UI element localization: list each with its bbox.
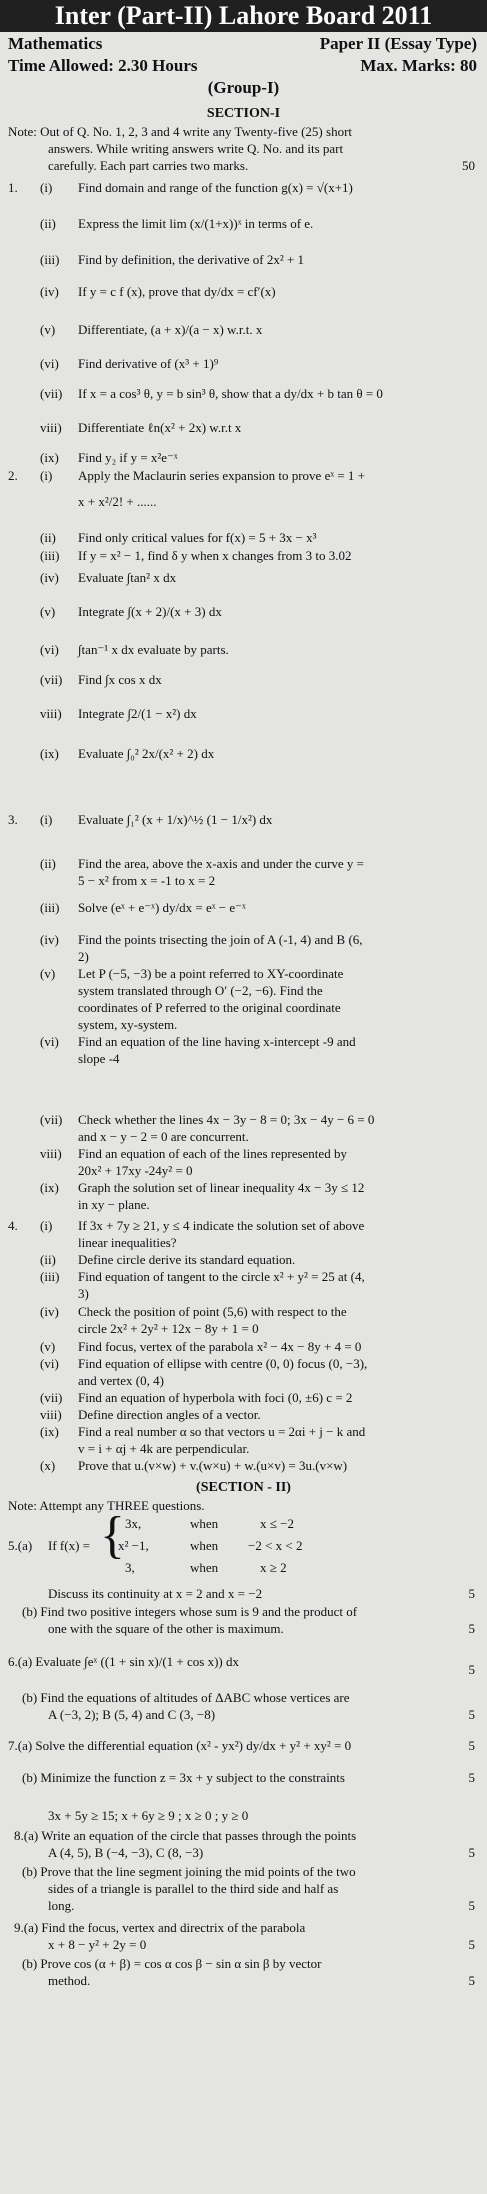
question-part-text: Find equation of ellipse with centre (0, 0) focus (0, −3), <box>78 1356 368 1371</box>
question-part-label: (ix) <box>40 1180 59 1195</box>
question-part-label: (iii) <box>40 900 60 915</box>
paper-title: Inter (Part-II) Lahore Board 2011 <box>0 0 487 32</box>
question-part-text: Graph the solution set of linear inequality 4x − 3y ≤ 12 <box>78 1180 365 1195</box>
question-part-text: Evaluate ∫tan² x dx <box>78 570 177 585</box>
question-part-text: Find an equation of the line having x-intercept -9 and <box>78 1034 356 1049</box>
marks: 5 <box>468 1621 475 1636</box>
question-text: (b) Prove that the line segment joining the mid points of the two <box>22 1864 356 1879</box>
section-2-note: Note: Attempt any THREE questions. <box>8 1498 205 1513</box>
question-part-text: Find domain and range of the function g(x) = √(x+1) <box>78 180 353 195</box>
case-expression: 3, <box>125 1560 135 1575</box>
question-part-label: (iv) <box>40 570 59 585</box>
question-part-text: Find only critical values for f(x) = 5 + 3x − x³ <box>78 530 317 545</box>
marks: 5 <box>468 1707 475 1722</box>
question-part-label: (x) <box>40 1458 56 1473</box>
question-part-text: Differentiate ℓn(x² + 2x) w.r.t x <box>78 420 242 435</box>
question-part-text: Define circle derive its standard equation. <box>78 1252 296 1267</box>
question-part-text: 3) <box>78 1286 89 1301</box>
question-text: Discuss its continuity at x = 2 and x = −2 <box>48 1586 263 1601</box>
question-part-text: Find y₂ if y = x²e⁻ˣ <box>78 450 178 465</box>
question-part-label: (ix) <box>40 450 59 465</box>
question-part-text: Check the position of point (5,6) with respect to the <box>78 1304 347 1319</box>
marks: 5 <box>468 1662 475 1677</box>
question-part-text: slope -4 <box>78 1051 120 1066</box>
question-part-text: system, xy-system. <box>78 1017 178 1032</box>
question-part-text: 2) <box>78 949 89 964</box>
case-condition: x ≤ −2 <box>260 1516 294 1531</box>
question-text: (b) Find two positive integers whose sum is 9 and the product of <box>22 1604 358 1619</box>
question-text: 8.(a) Write an equation of the circle that passes through the points <box>14 1828 357 1843</box>
question-part-text: Find derivative of (x³ + 1)⁹ <box>78 356 219 371</box>
question-text: (b) Find the equations of altitudes of ΔABC whose vertices are <box>22 1690 350 1705</box>
case-condition: x ≥ 2 <box>260 1560 287 1575</box>
question-text: 9.(a) Find the focus, vertex and directrix of the parabola <box>14 1920 306 1935</box>
question-part-text: Let P (−5, −3) be a point referred to XY-coordinate <box>78 966 344 981</box>
question-part-text: Prove that u.(v×w) + v.(w×u) + w.(u×v) = 3u.(v×w) <box>78 1458 348 1473</box>
question-part-label: (v) <box>40 322 56 337</box>
question-text: (b) Minimize the function z = 3x + y subject to the constraints <box>22 1770 345 1785</box>
question-part-label: (vii) <box>40 672 63 687</box>
question-part-label: (i) <box>40 180 53 195</box>
question-part-text: Solve (eˣ + e⁻ˣ) dy/dx = eˣ − e⁻ˣ <box>78 900 246 915</box>
question-part-text: v = i + αj + 4k are perpendicular. <box>78 1441 250 1456</box>
question-part-text: x + x²/2! + ...... <box>78 494 157 509</box>
question-part-text: coordinates of P referred to the original coordinate <box>78 1000 341 1015</box>
question-part-text: Check whether the lines 4x − 3y − 8 = 0; 3x − 4y − 6 = 0 <box>78 1112 375 1127</box>
question-part-label: (iii) <box>40 1269 60 1284</box>
question-part-label: viii) <box>40 1146 62 1161</box>
question-text: one with the square of the other is maximum. <box>48 1621 284 1636</box>
question-part-text: and vertex (0, 4) <box>78 1373 164 1388</box>
max-marks: Max. Marks: 80 <box>360 56 477 75</box>
question-part-label: (ix) <box>40 1424 59 1439</box>
question-text: sides of a triangle is parallel to the third side and half as <box>48 1881 339 1896</box>
question-part-text: Find equation of tangent to the circle x² + y² = 25 at (4, <box>78 1269 365 1284</box>
question-part-text: If y = x² − 1, find δ y when x changes from 3 to 3.02 <box>78 548 352 563</box>
marks: 5 <box>468 1898 475 1913</box>
question-part-text: circle 2x² + 2y² + 12x − 8y + 1 = 0 <box>78 1321 259 1336</box>
question-text: 6.(a) Evaluate ∫eˣ ((1 + sin x)/(1 + cos x)) dx <box>8 1654 239 1669</box>
question-part-label: (vi) <box>40 1356 59 1371</box>
question-part-text: Find ∫x cos x dx <box>78 672 162 687</box>
question-text: A (−3, 2); B (5, 4) and C (3, −8) <box>48 1707 216 1722</box>
question-part-text: system translated through O′ (−2, −6). Find the <box>78 983 323 998</box>
question-part-text: Find by definition, the derivative of 2x² + 1 <box>78 252 305 267</box>
question-text: 7.(a) Solve the differential equation (x² - yx²) dy/dx + y² + xy² = 0 <box>8 1738 352 1753</box>
case-expression: x² −1, <box>118 1538 149 1553</box>
note-line: Note: Out of Q. No. 1, 2, 3 and 4 write any Twenty-five (25) short <box>8 124 353 139</box>
question-part-text: Integrate ∫(x + 2)/(x + 3) dx <box>78 604 222 619</box>
question-part-label: (v) <box>40 1339 56 1354</box>
question-part-text: ∫tan⁻¹ x dx evaluate by parts. <box>78 642 229 657</box>
question-part-text: 5 − x² from x = -1 to x = 2 <box>78 873 216 888</box>
question-part-label: viii) <box>40 706 62 721</box>
question-number: 1. <box>8 180 18 195</box>
question-part-text: Evaluate ∫₁² (x + 1/x)^½ (1 − 1/x²) dx <box>78 812 273 827</box>
question-part-label: (i) <box>40 812 53 827</box>
section-1-heading: SECTION-I <box>206 106 281 121</box>
question-part-label: viii) <box>40 1407 62 1422</box>
question-part-text: and x − y − 2 = 0 are concurrent. <box>78 1129 249 1144</box>
question-part-label: (iii) <box>40 252 60 267</box>
question-text: (b) Prove cos (α + β) = cos α cos β − sin α sin β by vector <box>22 1956 322 1971</box>
marks: 5 <box>468 1738 475 1753</box>
note-marks: 50 <box>462 158 475 173</box>
function-definition: If f(x) = <box>48 1538 90 1553</box>
case-when: when <box>190 1560 219 1575</box>
question-part-label: (iv) <box>40 284 59 299</box>
question-part-label: (ii) <box>40 216 56 231</box>
question-text: method. <box>48 1973 91 1988</box>
group-label: (Group-I) <box>207 78 280 97</box>
question-part-text: If x = a cos³ θ, y = b sin³ θ, show that a dy/dx + b tan θ = 0 <box>78 386 383 401</box>
marks: 5 <box>468 1770 475 1785</box>
note-line: carefully. Each part carries two marks. <box>48 158 249 173</box>
question-part-label: (iv) <box>40 932 59 947</box>
question-part-label: (vi) <box>40 356 59 371</box>
marks: 5 <box>468 1586 475 1601</box>
subject: Mathematics <box>8 34 103 53</box>
question-part-label: (iii) <box>40 548 60 563</box>
question-part-label: (v) <box>40 966 56 981</box>
question-part-label: (vi) <box>40 642 59 657</box>
question-part-label: (v) <box>40 604 56 619</box>
question-part-text: If 3x + 7y ≥ 21, y ≤ 4 indicate the solution set of above <box>78 1218 365 1233</box>
question-number: 3. <box>8 812 18 827</box>
question-part-text: Find focus, vertex of the parabola x² − 4x − 8y + 4 = 0 <box>78 1339 362 1354</box>
question-part-text: Find the points trisecting the join of A (-1, 4) and B (6, <box>78 932 363 947</box>
question-part-label: (ix) <box>40 746 59 761</box>
question-part-text: in xy − plane. <box>78 1197 150 1212</box>
question-part-label: (ii) <box>40 856 56 871</box>
time-allowed: Time Allowed: 2.30 Hours <box>8 56 198 75</box>
constraints: 3x + 5y ≥ 15; x + 6y ≥ 9 ; x ≥ 0 ; y ≥ 0 <box>48 1808 249 1823</box>
question-part-label: (ii) <box>40 1252 56 1267</box>
question-part-text: Evaluate ∫₀² 2x/(x² + 2) dx <box>78 746 215 761</box>
marks: 5 <box>468 1845 475 1860</box>
question-part-text: Express the limit lim (x/(1+x))ˣ in terms of e. <box>78 216 314 231</box>
question-number: 2. <box>8 468 18 483</box>
paper-type: Paper II (Essay Type) <box>319 34 477 53</box>
question-part-label: (vii) <box>40 386 63 401</box>
question-part-label: (ii) <box>40 530 56 545</box>
question-part-text: If y = c f (x), prove that dy/dx = cf′(x) <box>78 284 276 299</box>
piecewise-brace: { <box>100 1507 125 1564</box>
question-part-label: viii) <box>40 420 62 435</box>
question-part-text: linear inequalities? <box>78 1235 177 1250</box>
question-part-text: 20x² + 17xy -24y² = 0 <box>78 1163 193 1178</box>
question-text: A (4, 5), B (−4, −3), C (8, −3) <box>48 1845 204 1860</box>
question-part-text: Define direction angles of a vector. <box>78 1407 261 1422</box>
question-part-text: Integrate ∫2/(1 − x²) dx <box>78 706 197 721</box>
case-when: when <box>190 1516 219 1531</box>
question-part-label: (vii) <box>40 1390 63 1405</box>
question-part-text: Find a real number α so that vectors u = 2αi + j − k and <box>78 1424 366 1439</box>
note-line: answers. While writing answers write Q. No. and its part <box>48 141 344 156</box>
question-part-text: Find an equation of each of the lines represented by <box>78 1146 347 1161</box>
question-text: long. <box>48 1898 75 1913</box>
question-number: 4. <box>8 1218 18 1233</box>
case-when: when <box>190 1538 219 1553</box>
question-5a-label: 5.(a) <box>8 1538 33 1553</box>
marks: 5 <box>468 1937 475 1952</box>
question-part-label: (i) <box>40 1218 53 1233</box>
question-part-label: (vii) <box>40 1112 63 1127</box>
question-part-text: Differentiate, (a + x)/(a − x) w.r.t. x <box>78 322 263 337</box>
question-part-text: Find an equation of hyperbola with foci (0, ±6) c = 2 <box>78 1390 353 1405</box>
question-part-text: Find the area, above the x-axis and under the curve y = <box>78 856 365 871</box>
question-part-label: (vi) <box>40 1034 59 1049</box>
question-text: x + 8 − y² + 2y = 0 <box>48 1937 147 1952</box>
section-2-heading: (SECTION - II) <box>196 1480 291 1495</box>
case-expression: 3x, <box>125 1516 142 1531</box>
case-condition: −2 < x < 2 <box>248 1538 303 1553</box>
question-part-label: (i) <box>40 468 53 483</box>
question-part-text: Apply the Maclaurin series expansion to prove eˣ = 1 + <box>78 468 366 483</box>
marks: 5 <box>468 1973 475 1988</box>
question-part-label: (iv) <box>40 1304 59 1319</box>
